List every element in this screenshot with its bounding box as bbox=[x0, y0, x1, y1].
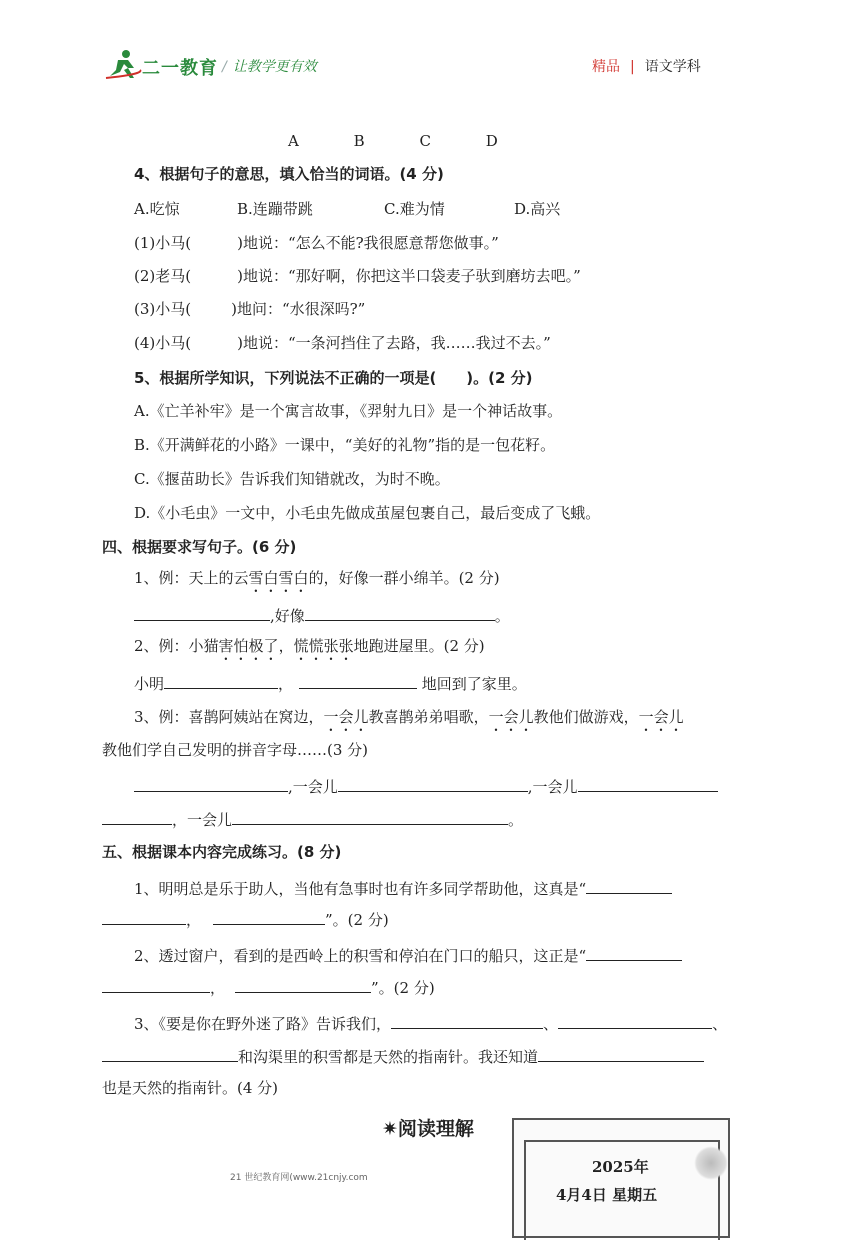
text: ， bbox=[210, 979, 226, 997]
slogan-text: 让教学更有效 bbox=[232, 59, 317, 75]
text: ， bbox=[278, 637, 294, 655]
q5-option: B.《开满鲜花的小路》一课中，“美好的礼物”指的是一包花籽。 bbox=[134, 436, 556, 454]
text: ，一会儿 bbox=[172, 811, 233, 829]
answer-blank[interactable] bbox=[538, 1045, 704, 1062]
text: ， bbox=[186, 911, 202, 929]
q4-item bbox=[134, 333, 551, 353]
text: ”。(2 分) bbox=[371, 979, 435, 997]
sec4-example-1 bbox=[134, 568, 500, 596]
item-post: )地问：“水很深吗?” bbox=[231, 300, 366, 318]
sec4-example-2 bbox=[134, 636, 485, 664]
answer-blank[interactable] bbox=[558, 1012, 712, 1029]
slogan: / 让教学更有效 bbox=[222, 59, 317, 75]
section-5-title: 五、根据课本内容完成练习。(8 分) bbox=[102, 843, 342, 861]
answer-blank[interactable] bbox=[586, 877, 672, 894]
sec4-answer-3 bbox=[134, 775, 718, 797]
option-label: A bbox=[288, 132, 299, 150]
emphasis-text: 雪白雪白 bbox=[248, 569, 309, 587]
text: 地回到了家里。 bbox=[417, 675, 527, 693]
text: 和沟渠里的积雪都是天然的指南针。我还知道 bbox=[238, 1048, 539, 1066]
q4-item bbox=[134, 233, 499, 253]
answer-blank[interactable] bbox=[102, 976, 210, 993]
calendar-image bbox=[512, 1118, 730, 1238]
sec4-answer-2 bbox=[134, 672, 527, 694]
item-pre: (4)小马( bbox=[134, 334, 192, 352]
option-label: B bbox=[353, 132, 365, 150]
emphasis-text: 一会儿 bbox=[488, 708, 534, 726]
q5-option: A.《亡羊补牢》是一个寓言故事，《羿射九日》是一个神话故事。 bbox=[134, 402, 563, 420]
text: 、 bbox=[712, 1015, 728, 1033]
text: ， bbox=[278, 675, 294, 693]
sec4-example-3 bbox=[134, 707, 684, 735]
q5-title: 5、根据所学知识，下列说法不正确的一项是( )。(2 分) bbox=[134, 369, 533, 387]
answer-blank[interactable] bbox=[235, 976, 371, 993]
sec5-q1-cont bbox=[102, 908, 389, 930]
text: ,好像 bbox=[270, 607, 305, 625]
quality-tag: 精品 bbox=[592, 59, 620, 75]
text: 、 bbox=[543, 1015, 559, 1033]
choice: A.吃惊 bbox=[134, 200, 180, 218]
calendar-year: 2025年 bbox=[592, 1158, 649, 1176]
q4-choices bbox=[134, 199, 561, 219]
text: 1、明明总是乐于助人，当他有急事时也有许多同学帮助他，这真是“ bbox=[134, 880, 587, 898]
text: 2、透过窗户，看到的是西岭上的积雪和停泊在门口的船只，这正是“ bbox=[134, 947, 587, 965]
sec5-q3 bbox=[134, 1012, 727, 1034]
sec5-q1 bbox=[134, 877, 672, 899]
item-post: )地说：“那好啊，你把这半口袋麦子驮到磨坊去吧。” bbox=[237, 267, 581, 285]
text: 1、例：天上的云 bbox=[134, 569, 249, 587]
answer-blank[interactable] bbox=[134, 775, 288, 792]
answer-blank[interactable] bbox=[338, 775, 528, 792]
sec4-answer-1 bbox=[134, 604, 510, 626]
option-label: C bbox=[419, 132, 431, 150]
text: 2、例：小猫 bbox=[134, 637, 219, 655]
q4-item bbox=[134, 299, 365, 319]
answer-blank[interactable] bbox=[232, 808, 508, 825]
answer-blank[interactable] bbox=[299, 672, 417, 689]
q4-title: 4、根据句子的意思，填入恰当的词语。(4 分) bbox=[134, 165, 444, 183]
sec5-q2 bbox=[134, 944, 682, 966]
text: 教喜鹊弟弟唱歌， bbox=[368, 708, 489, 726]
text: 3、《要是你在野外迷了路》告诉我们， bbox=[134, 1015, 392, 1033]
answer-blank[interactable] bbox=[102, 808, 172, 825]
text: 3、例：喜鹊阿姨站在窝边， bbox=[134, 708, 324, 726]
subject-tag: 语文学科 bbox=[644, 59, 701, 75]
text: 。 bbox=[494, 607, 510, 625]
answer-blank[interactable] bbox=[391, 1012, 543, 1029]
section-4-title: 四、根据要求写句子。(6 分) bbox=[102, 538, 297, 556]
sec4-answer-3-cont bbox=[102, 808, 523, 830]
text: ,一会儿 bbox=[527, 778, 578, 796]
option-label: D bbox=[485, 132, 498, 150]
footer-watermark: 21 世纪教育网(www.21cnjy.com bbox=[230, 1173, 368, 1183]
options-row bbox=[288, 131, 498, 151]
text: 的，好像一群小绵羊。(2 分) bbox=[308, 569, 500, 587]
header-tag: 精品 | 语文学科 bbox=[592, 59, 701, 75]
flower-decoration-icon bbox=[694, 1146, 728, 1180]
choice: D.高兴 bbox=[514, 200, 561, 218]
emphasis-text: 一会儿 bbox=[638, 708, 684, 726]
sec5-q2-cont bbox=[102, 976, 435, 998]
item-pre: (3)小马( bbox=[134, 300, 192, 318]
text: 地跑进屋里。(2 分) bbox=[353, 637, 485, 655]
answer-blank[interactable] bbox=[578, 775, 718, 792]
answer-blank[interactable] bbox=[213, 908, 325, 925]
sec5-q3-end: 也是天然的指南针。(4 分) bbox=[102, 1079, 279, 1097]
text: 。 bbox=[508, 811, 524, 829]
sec4-example-3-cont: 教他们学自己发明的拼音字母……(3 分) bbox=[102, 741, 369, 759]
answer-blank[interactable] bbox=[102, 1045, 238, 1062]
q5-option: D.《小毛虫》一文中，小毛虫先做成茧屋包裹自己，最后变成了飞蛾。 bbox=[134, 504, 601, 522]
emphasis-text: 一会儿 bbox=[323, 708, 369, 726]
answer-blank[interactable] bbox=[586, 944, 682, 961]
answer-blank[interactable] bbox=[305, 604, 495, 621]
q5-option: C.《揠苗助长》告诉我们知错就改，为时不晚。 bbox=[134, 470, 450, 488]
choice: B.连蹦带跳 bbox=[237, 200, 313, 218]
text: ”。(2 分) bbox=[325, 911, 389, 929]
text: 教他们做游戏， bbox=[533, 708, 639, 726]
choice: C.难为情 bbox=[384, 200, 445, 218]
page-header bbox=[0, 0, 860, 100]
answer-blank[interactable] bbox=[134, 604, 270, 621]
answer-blank[interactable] bbox=[164, 672, 278, 689]
item-post: )地说：“怎么不能?我很愿意帮您做事。” bbox=[237, 234, 499, 252]
emphasis-text: 慌慌张张 bbox=[293, 637, 354, 655]
emphasis-text: 害怕极了 bbox=[218, 637, 279, 655]
answer-blank[interactable] bbox=[102, 908, 186, 925]
item-pre: (1)小马( bbox=[134, 234, 192, 252]
text: 小明 bbox=[134, 675, 165, 693]
calendar-date: 4月4日 星期五 bbox=[556, 1186, 658, 1204]
sec5-q3-cont bbox=[102, 1045, 704, 1067]
reading-title: ✷阅读理解 bbox=[382, 1118, 474, 1140]
q4-item bbox=[134, 266, 581, 286]
item-pre: (2)老马( bbox=[134, 267, 192, 285]
logo-text: 二一教育 bbox=[142, 58, 218, 79]
text: ,一会儿 bbox=[288, 778, 338, 796]
item-post: )地说：“一条河挡住了去路，我……我过不去。” bbox=[237, 334, 551, 352]
